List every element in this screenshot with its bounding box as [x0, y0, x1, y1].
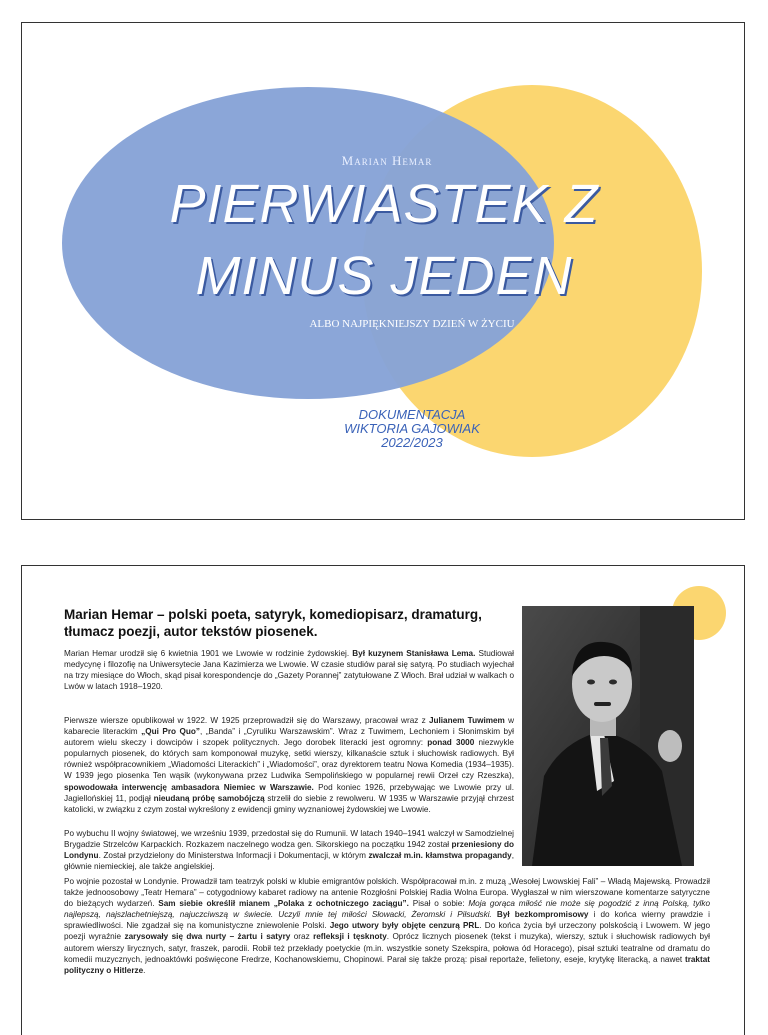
text-run: Studiował medycynę i filozofię na Uniwersytecie Jana Kazimierza we Lwowie. W czasie studiów parał się satyrą. Po studiach wyjechał na trzy miesiące do Włoch, skąd pisał korespondencje do „Gazety Porannej” zatytułowane Z Włoch. Brał udział w walkach o Lwów w latach 1918–1920.: [64, 649, 514, 692]
cover-title-line-2: MINUS JEDEN: [195, 246, 573, 306]
bold-text-run: przeniesiony do Londynu: [64, 840, 514, 861]
bold-text-run: Był kuzynem Stanisława Lema.: [352, 649, 476, 658]
bio-paragraph-1: [64, 648, 514, 692]
blue-ellipse: [62, 87, 554, 399]
cover-author: Marian Hemar: [341, 153, 433, 168]
bold-text-run: zarysowały się dwa nurty – żartu i satyry: [124, 932, 291, 942]
bold-text-run: „Qui Pro Quo”: [141, 727, 201, 737]
text-run: Po wybuchu II wojny światowej, we wrześniu 1939, przedostał się do Rumunii. W latach 1940–1941 walczył w Samodzielnej Brygadzie Strzelców Karpackich. Rozkazem naczelnego wodza gen. Sikorskiego na początku 1942 został: [64, 829, 514, 850]
doc-year: 2022/2023: [381, 435, 443, 450]
cover-page: [21, 22, 745, 520]
doc-label: DOKUMENTACJA: [358, 407, 466, 422]
text-run: , głównie niemieckiej, ale także angielskiej.: [64, 851, 514, 872]
bold-text-run: ponad 3000: [427, 738, 475, 748]
bold-text-run: spowodowała interwencję ambasadora Niemiec w Warszawie.: [64, 782, 314, 792]
bold-text-run: Był bezkompromisowy: [496, 910, 589, 920]
text-run: . Oprócz licznych piosenek (tekst i muzyka), wierszy, sztuk i słuchowisk radiowych był autorem wierszy lirycznych, satyr, fraszek, parodii. Robił też przekłady poetyckie (m.in. wszystkie sonety Szekspira, połowa ód Horacego), pisał sztuki teatralne od dramatu do komedii muzycznych, jednoaktówki poświęcone Fredrze, Kochanowskiemu, Chopinowi. Parał się także prozą: pisał reportaże, felietony, eseje, krytykę literacką, a nawet: [64, 932, 711, 964]
text-run: .: [143, 965, 146, 975]
text-run: i do końca wierny prawdzie i sprawiedliwości. Nie zgadzał się na komunistyczne zniewolenie Polski.: [64, 910, 710, 931]
text-run: Pisał o sobie:: [408, 899, 469, 909]
bold-text-run: Julianem Tuwimem: [428, 716, 505, 725]
text-run: strzelił do siebie z rewolweru. W 1935 w Warszawie przyjął chrzest katolicki, w związku z czym został wykreślony z ewidencji gminy wyznaniowej żydowskiej we Lwowie.: [64, 793, 514, 814]
text-run: Pod koniec 1926, przebywając we Lwowie przy ul. Jagiellońskiej 11, podjął: [64, 782, 514, 803]
text-run: w kabarecie literackim: [64, 716, 515, 737]
text-run: . Został przydzielony do Ministerstwa Informacji i Dokumentacji, w którym: [98, 851, 369, 861]
bold-text-run: nieudaną próbę samobójczą: [153, 793, 265, 803]
cover-subtitle: ALBO NAJPIĘKNIEJSZY DZIEŃ W ŻYCIU: [309, 318, 515, 330]
text-run: . Do końca życia był urzeczony polskością i Lwowem. W jego poezji wyraźnie: [64, 921, 710, 942]
bio-heading: Marian Hemar – polski poeta, satyryk, komediopisarz, dramaturg, tłumacz poezji, autor tekstów piosenek.: [64, 607, 482, 639]
text-run: , „Banda” i „Cyruliku Warszawskim”. Wraz z Tuwimem, Lechoniem i Słonimskim był autorem wielu skeczy i dowcipów i szopek politycznych. Jego dorobek literacki jest ogromny:: [64, 727, 515, 748]
cover-title-line-1: PIERWIASTEK Z: [169, 174, 599, 234]
bold-text-run: refleksji i tęsknoty: [313, 932, 387, 942]
bold-text-run: zwalczał m.in. kłamstwa propagandy: [368, 851, 512, 861]
bio-paragraph-2: [64, 715, 514, 815]
portrait-photo: [522, 606, 694, 866]
text-run: niezwykle popularnych piosenek, do których sam komponował muzykę, setki wierszy, kilkanaście sztuk i słuchowisk radiowych. Był również współpracownikiem „Wiadomości Literackich” i „Wiadomości”, oraz dyrektorem teatru Nowa Komedia (1934–1935). W 1939 jego piosenka Ten wąsik (wykonywana przez Ludwika Sempolińskiego w popularnej rewii Orzeł czy Rzeszka),: [64, 738, 514, 781]
bio-paragraph-3: [64, 828, 514, 872]
bold-text-run: traktat polityczny o Hitlerze: [64, 954, 710, 975]
doc-author: WIKTORIA GAJOWIAK: [344, 421, 480, 436]
bold-text-run: Jego utwory były objęte cenzurą PRL: [329, 921, 480, 931]
text-run: oraz: [290, 932, 314, 942]
italic-text-run: Moja gorąca miłość nie może się pogodzić z inną Polską, tylko najlepszą, najszlachetniejszą, najuczciwszą w świecie. Uczyli mnie tej miłości Słowacki, Żeromski i Piłsudski.: [64, 899, 710, 920]
bio-paragraph-4: [64, 876, 710, 976]
text-run: Pierwsze wiersze opublikował w 1922. W 1925 przeprowadził się do Warszawy, pracował wraz z: [64, 716, 429, 725]
bold-text-run: Sam siebie określił mianem „Polaka z ochotniczego zaciągu”.: [158, 899, 409, 909]
text-run: Marian Hemar urodził się 6 kwietnia 1901 we Lwowie w rodzinie żydowskiej.: [64, 649, 353, 658]
portrait-photo-icon: [522, 606, 694, 866]
biography-page: [21, 565, 745, 1035]
text-run: Po wojnie pozostał w Londynie. Prowadził tam teatrzyk polski w klubie emigrantów polskich. Współpracował m.in. z muzą „Wesołej Lwowskiej Fali” – Władą Majewską. Prowadził także jednoosobowy „Teatr Hemara” – cotygodniowy kabaret radiowy na antenie Rozgłośni Polskiej Radia Wolna Europa. Wygłaszał w nim wierszowane komentarze satyryczne do bieżących wydarzeń.: [64, 877, 710, 909]
